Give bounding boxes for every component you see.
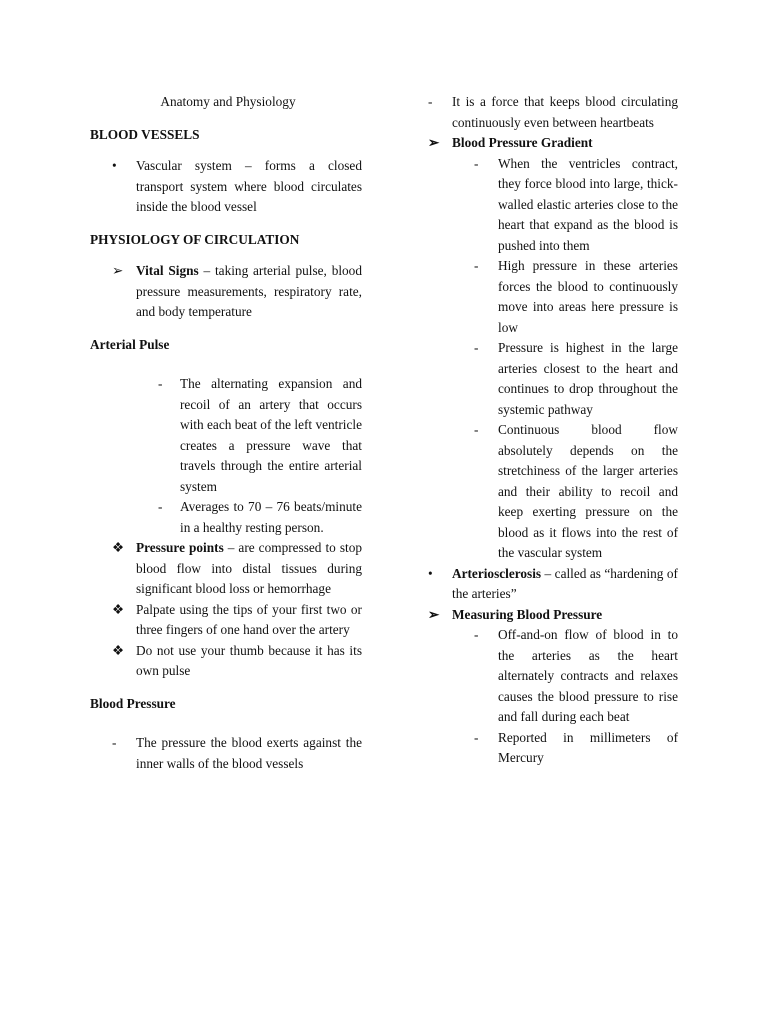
bullet-icon: • — [428, 565, 433, 581]
dash-icon: - — [474, 729, 479, 745]
thumb-text: Do not use your thumb because it has its own pulse — [136, 642, 362, 678]
vascular-system-text: Vascular system – forms a closed transport system where blood circulates inside the blood vessel — [136, 158, 362, 214]
heading-blood-pressure: Blood Pressure — [90, 695, 176, 711]
dash-icon: - — [158, 499, 163, 514]
dash-icon: - — [474, 258, 479, 273]
blood-pressure-definition-text: The pressure the blood exerts against the inner walls of the blood vessels — [136, 735, 362, 771]
diamond-icon: ❖ — [112, 601, 124, 617]
heading-physiology-of-circulation: PHYSIOLOGY OF CIRCULATION — [90, 231, 300, 247]
document-title: Anatomy and Physiology — [160, 94, 296, 109]
pressure-highest-text: Pressure is highest in the large arteries closest to the heart and continues to drop throughout the systemic pathway — [498, 340, 678, 417]
dash-icon: - — [112, 735, 117, 750]
gradient-heading-text: Blood Pressure Gradient — [452, 135, 593, 150]
dash-icon: - — [474, 155, 479, 171]
vital-signs-text — [136, 261, 362, 323]
arteriosclerosis-term: Arteriosclerosis — [452, 565, 542, 581]
continuous-flow-text: Continuous blood flow absolutely depends on the stretchiness of the larger arteries and their ability to recoil and keep exerting pressure on the blood as it flows into the rest of the vascular system — [498, 422, 678, 560]
ventricles-text: When the ventricles contract, they force blood into large, thick-walled elastic arteries close to the heart that expand as the blood is pushed into them — [498, 155, 678, 253]
pressure-points-term: Pressure points — [136, 540, 224, 555]
list-item-arteriosclerosis — [428, 564, 678, 605]
list-item-vital-signs — [90, 261, 362, 323]
heading-blood-vessels: BLOOD VESSELS — [90, 126, 200, 142]
millimeters-mercury-text: Reported in millimeters of Mercury — [498, 729, 678, 765]
list-item-blood-pressure-definition — [90, 733, 362, 774]
pulse-wave-text: The alternating expansion and recoil of an artery that occurs with each beat of the left ventricle creates a pressure wave that travels through the entire arterial system — [180, 376, 362, 494]
list-item-pressure-highest — [428, 338, 678, 420]
list-item-vascular-system — [90, 156, 362, 218]
heading-arterial-pulse: Arterial Pulse — [90, 336, 170, 352]
list-item-off-and-on-flow — [428, 625, 678, 728]
pressure-points-definition: – are compressed to stop blood flow into distal tissues during significant blood loss or hemorrhage — [136, 540, 362, 596]
arteriosclerosis-definition: – called as “hardening of the arteries” — [452, 565, 678, 601]
dash-icon: - — [158, 376, 163, 391]
list-item-thumb — [90, 641, 362, 682]
list-item-continuous-flow — [428, 420, 678, 564]
arrow-icon: ➢ — [428, 606, 440, 622]
list-item-high-pressure — [428, 256, 678, 338]
list-item-pressure-points — [90, 538, 362, 600]
pressure-points-text — [136, 538, 362, 600]
dash-icon: - — [474, 422, 479, 437]
list-item-ventricles — [428, 154, 678, 257]
list-item-palpate — [90, 600, 362, 641]
left-column — [90, 92, 362, 774]
measuring-heading-text: Measuring Blood Pressure — [452, 606, 603, 622]
bullet-icon: • — [112, 158, 117, 173]
pulse-average-text: Averages to 70 – 76 beats/minute in a healthy resting person. — [180, 499, 362, 535]
vital-signs-term: Vital Signs — [136, 263, 199, 278]
dash-icon: - — [474, 627, 479, 642]
diamond-icon: ❖ — [112, 642, 124, 658]
high-pressure-text: High pressure in these arteries forces the blood to continuously move into areas here pressure is low — [498, 258, 678, 335]
arrow-icon: ➢ — [428, 135, 440, 150]
list-item-pulse-wave — [90, 374, 362, 497]
list-item-millimeters-mercury — [428, 728, 678, 769]
arrow-icon: ➢ — [112, 263, 124, 278]
diamond-icon: ❖ — [112, 540, 124, 555]
right-column — [428, 92, 678, 769]
off-and-on-flow-text: Off-and-on flow of blood in to the arteries as the heart alternately contracts and relaxes causes the blood pressure to rise and fall during each beat — [498, 627, 678, 724]
dash-icon: - — [428, 94, 433, 109]
force-text: It is a force that keeps blood circulating continuously even between heartbeats — [452, 94, 678, 130]
heading-measuring-blood-pressure — [428, 605, 678, 626]
heading-blood-pressure-gradient — [428, 133, 678, 154]
list-item-pulse-average — [90, 497, 362, 538]
arteriosclerosis-text — [452, 564, 678, 605]
palpate-text: Palpate using the tips of your first two or three fingers of one hand over the artery — [136, 601, 362, 637]
dash-icon: - — [474, 340, 479, 355]
vital-signs-definition: – taking arterial pulse, blood pressure measurements, respiratory rate, and body temperature — [136, 263, 362, 319]
list-item-force — [428, 92, 678, 133]
